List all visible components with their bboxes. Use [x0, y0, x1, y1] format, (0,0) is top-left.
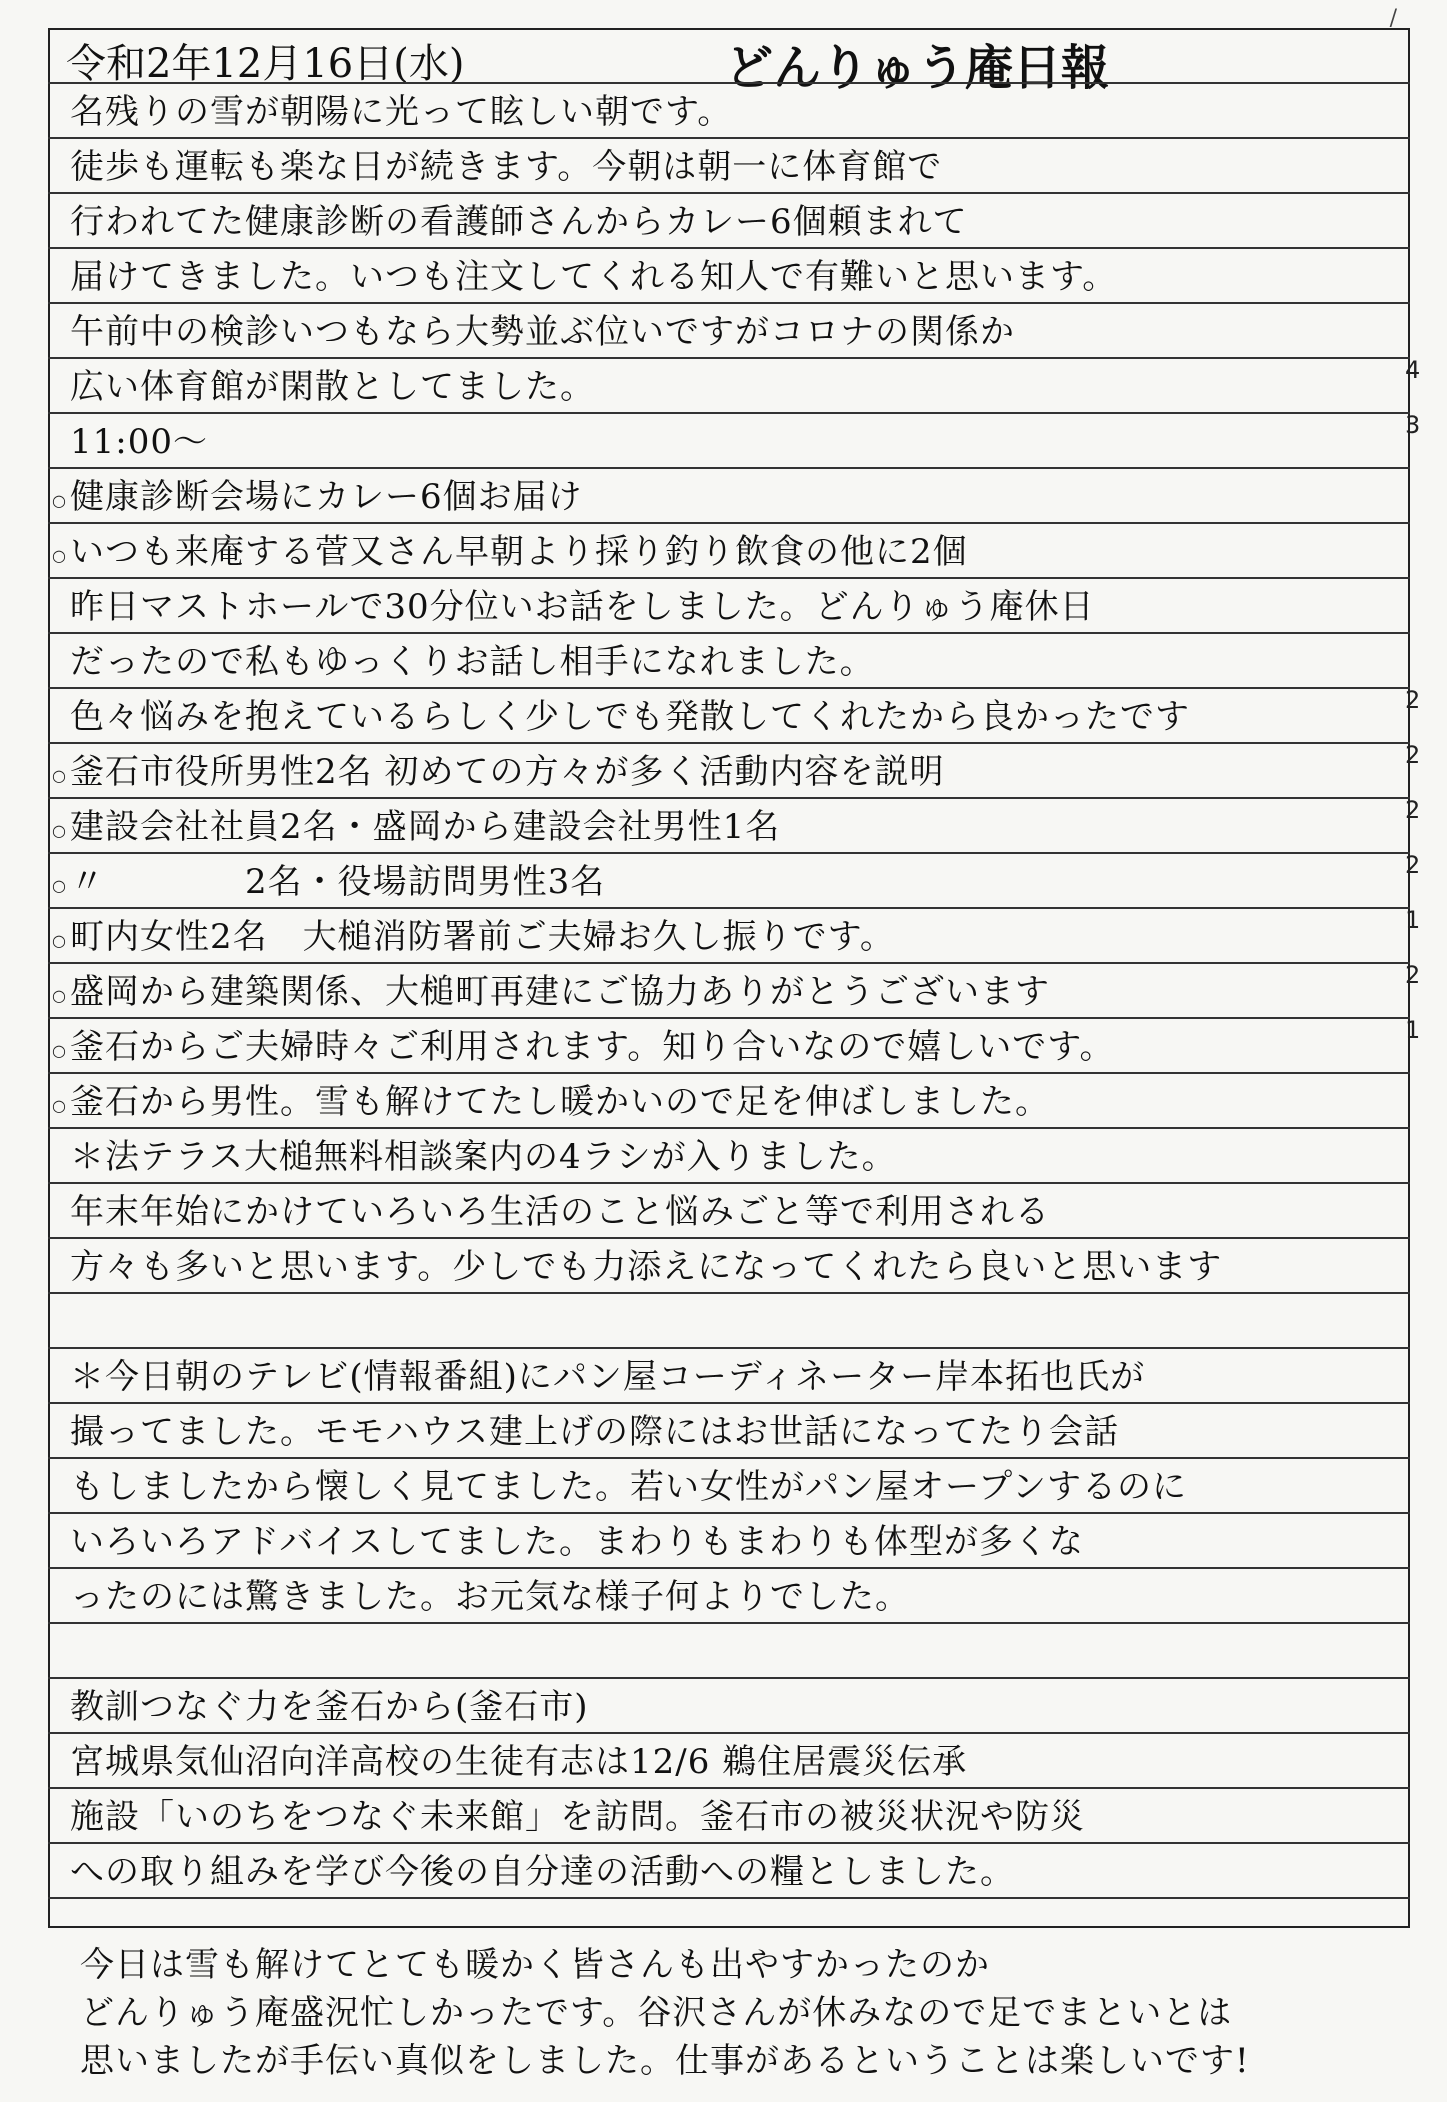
report-line: 健康診断会場にカレー6個お届け	[70, 477, 583, 517]
report-line: 撮ってました。モモハウス建上げの際にはお世話になってたり会話	[70, 1412, 1119, 1452]
bullet-mark: ○	[52, 931, 66, 950]
report-line: ＊今日朝のテレビ(情報番組)にパン屋コーディネーター岸本拓也氏が	[70, 1357, 1146, 1397]
report-line: いろいろアドバイスしてました。まわりもまわりも体型が多くな	[70, 1522, 1084, 1562]
report-line: 昨日マストホールで30分位いお話をしました。どんりゅう庵休日	[70, 587, 1095, 627]
ruled-line	[48, 1072, 1410, 1074]
margin-number: 1	[1405, 1016, 1421, 1044]
ruled-line	[48, 82, 1410, 84]
bullet-mark: ○	[52, 491, 66, 510]
report-line: ＊法テラス大槌無料相談案内の4ラシが入りました。	[70, 1137, 897, 1177]
ruled-line	[48, 1127, 1410, 1129]
ruled-line	[48, 797, 1410, 799]
report-line: 釜石から男性。雪も解けてたし暖かいので足を伸ばしました。	[70, 1082, 1050, 1122]
report-line: いつも来庵する菅又さん早朝より採り釣り飲食の他に2個	[70, 532, 968, 572]
ruled-line	[48, 522, 1410, 524]
report-line: 届けてきました。いつも注文してくれる知人で有難いと思います。	[70, 257, 1118, 297]
report-line: 宮城県気仙沼向洋高校の生徒有志は12/6 鵜住居震災伝承	[70, 1742, 968, 1782]
ruled-line	[48, 412, 1410, 414]
ruled-line	[48, 302, 1410, 304]
report-line: 建設会社社員2名・盛岡から建設会社男性1名	[70, 807, 781, 847]
report-line: 徒歩も運転も楽な日が続きます。今朝は朝一に体育館で	[70, 147, 943, 187]
ruled-line	[48, 1182, 1410, 1184]
bullet-mark: ○	[52, 986, 66, 1005]
report-line: だったので私もゆっくりお話し相手になれました。	[70, 642, 875, 682]
ruled-line	[48, 1622, 1410, 1624]
ruled-line	[48, 742, 1410, 744]
report-line: 釜石からご夫婦時々ご利用されます。知り合いなので嬉しいです。	[70, 1027, 1115, 1067]
ruled-line	[48, 1457, 1410, 1459]
report-line: 釜石市役所男性2名 初めての方々が多く活動内容を説明	[70, 752, 945, 792]
report-line: 午前中の検診いつもなら大勢並ぶ位いですがコロナの関係か	[70, 312, 1015, 352]
ruled-line	[48, 1347, 1410, 1349]
ruled-line	[48, 1787, 1410, 1789]
report-line: 年末年始にかけていろいろ生活のこと悩みごと等で利用される	[70, 1192, 1050, 1232]
margin-number: 3	[1405, 411, 1421, 439]
report-line: 〃 2名・役場訪問男性3名	[70, 862, 606, 902]
report-line: 広い体育館が閑散としてました。	[70, 367, 595, 407]
bullet-mark: ○	[52, 821, 66, 840]
ruled-line	[48, 357, 1410, 359]
footer-line: 今日は雪も解けてとても暖かく皆さんも出やすかったのか	[80, 1945, 990, 1985]
margin-number: 2	[1405, 961, 1421, 989]
bullet-mark: ○	[52, 766, 66, 785]
report-line: 町内女性2名 大槌消防署前ご夫婦お久し振りです。	[70, 917, 895, 957]
ruled-line	[48, 192, 1410, 194]
margin-number: 2	[1405, 796, 1421, 824]
ruled-line	[48, 467, 1410, 469]
ruled-line	[48, 247, 1410, 249]
ruled-line	[48, 1402, 1410, 1404]
corner-mark: /	[1389, 6, 1397, 31]
ruled-line	[48, 1842, 1410, 1844]
ruled-line	[48, 907, 1410, 909]
bullet-mark: ○	[52, 876, 66, 895]
ruled-line	[48, 577, 1410, 579]
ruled-line	[48, 962, 1410, 964]
bullet-mark: ○	[52, 1096, 66, 1115]
ruled-line	[48, 1567, 1410, 1569]
ruled-line	[48, 1237, 1410, 1239]
ruled-line	[48, 1512, 1410, 1514]
ruled-line	[48, 1677, 1410, 1679]
bullet-mark: ○	[52, 1041, 66, 1060]
report-line: 方々も多いと思います。少しでも力添えになってくれたら良いと思います	[70, 1247, 1223, 1287]
report-line: 名残りの雪が朝陽に光って眩しい朝です。	[70, 92, 733, 132]
margin-number: 4	[1405, 356, 1421, 384]
report-line: 行われてた健康診断の看護師さんからカレー6個頼まれて	[70, 202, 968, 242]
report-line: 盛岡から建築関係、大槌町再建にご協力ありがとうございます	[70, 972, 1050, 1012]
margin-number: 2	[1405, 851, 1421, 879]
report-title: どんりゅう庵日報	[725, 40, 1110, 96]
ruled-line	[48, 1017, 1410, 1019]
margin-number: 1	[1405, 906, 1421, 934]
report-line: 色々悩みを抱えているらしく少しでも発散してくれたから良かったです	[70, 697, 1190, 737]
ruled-line	[48, 137, 1410, 139]
ruled-line	[48, 852, 1410, 854]
ruled-line	[48, 687, 1410, 689]
report-line: 施設「いのちをつなぐ未来館」を訪問。釜石市の被災状況や防災	[70, 1797, 1085, 1837]
ruled-line	[48, 1897, 1410, 1899]
footer-line: 思いましたが手伝い真似をしました。仕事があるということは楽しいです!	[80, 2041, 1250, 2081]
report-line: への取り組みを学び今後の自分達の活動への糧としました。	[70, 1852, 1015, 1892]
report-line: ったのには驚きました。お元気な様子何よりでした。	[70, 1577, 910, 1617]
margin-number: 2	[1405, 686, 1421, 714]
ruled-line	[48, 1732, 1410, 1734]
report-date: 令和2年12月16日(水)	[66, 41, 465, 87]
report-line: 11:00〜	[70, 422, 208, 462]
ruled-line	[48, 632, 1410, 634]
footer-line: どんりゅう庵盛況忙しかったです。谷沢さんが休みなので足でまといとは	[80, 1993, 1233, 2033]
margin-number: 2	[1405, 741, 1421, 769]
report-line: もしましたから懐しく見てました。若い女性がパン屋オープンするのに	[70, 1467, 1187, 1507]
report-line: 教訓つなぐ力を釜石から(釜石市)	[70, 1687, 589, 1727]
bullet-mark: ○	[52, 546, 66, 565]
ruled-line	[48, 1292, 1410, 1294]
